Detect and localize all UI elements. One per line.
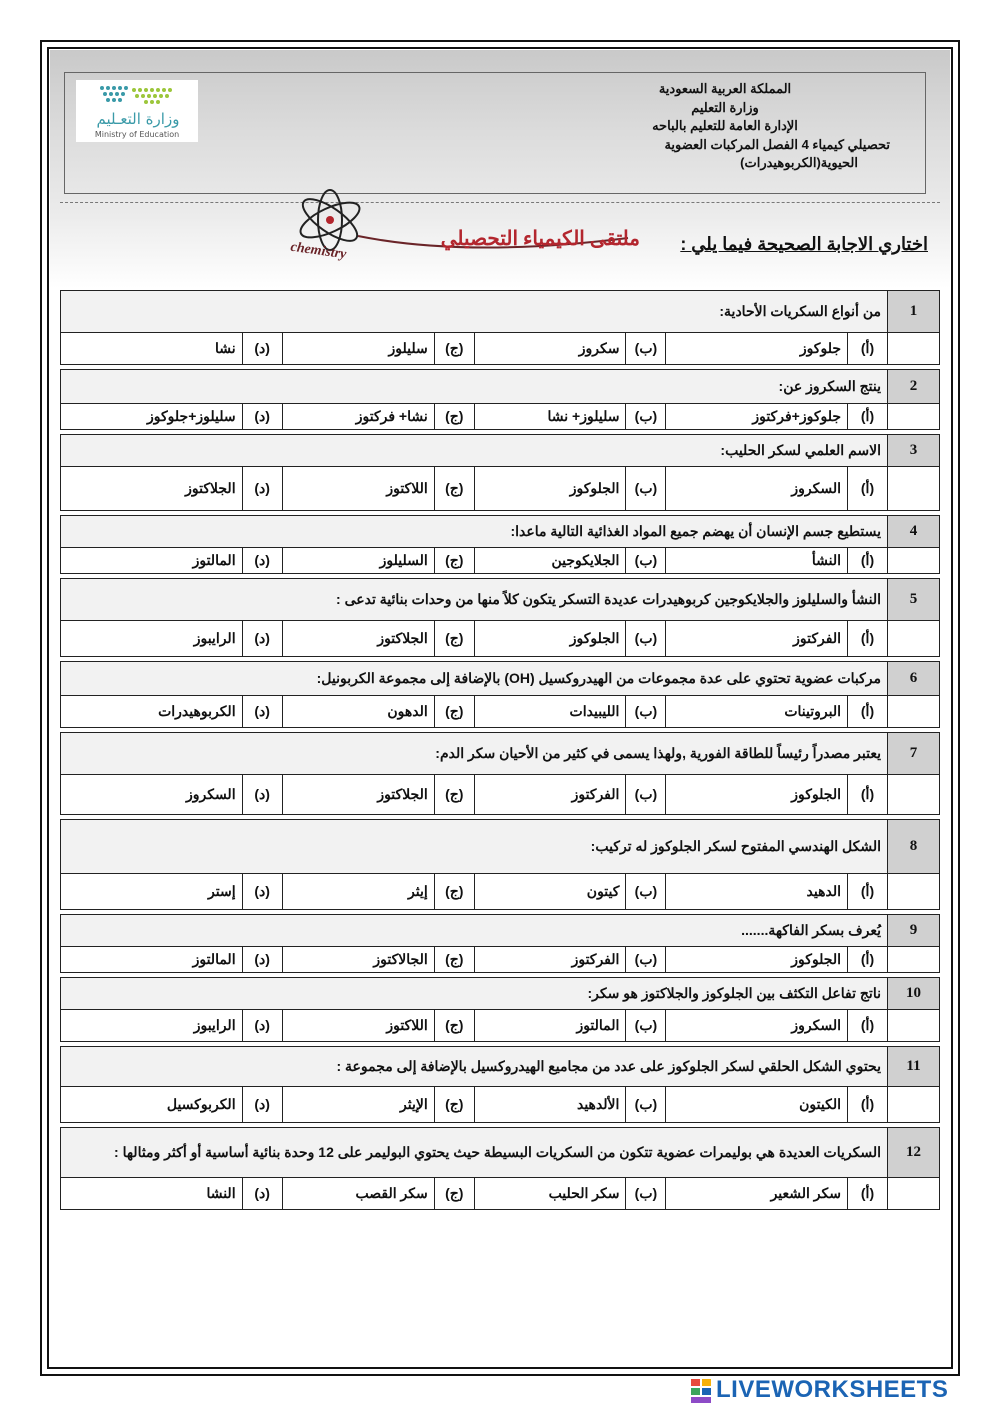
options-row — [61, 696, 940, 728]
question-number: 8 — [888, 820, 940, 874]
ministry-logo — [76, 80, 198, 142]
question-row — [61, 1128, 940, 1178]
question-row — [61, 820, 940, 874]
question-number: 4 — [888, 516, 940, 548]
question-row — [61, 291, 940, 333]
answer-blank[interactable] — [888, 1010, 940, 1042]
option-b-label: (ب) — [626, 874, 666, 910]
answer-blank[interactable] — [888, 1178, 940, 1210]
question-row — [61, 978, 940, 1010]
option-d-label: (د) — [242, 1087, 282, 1123]
option-a-label: (أ) — [848, 621, 888, 657]
option-a-label: (أ) — [848, 1087, 888, 1123]
answer-blank[interactable] — [888, 874, 940, 910]
option-d-label: (د) — [242, 1178, 282, 1210]
option-d-label: (د) — [242, 1010, 282, 1042]
option-a[interactable]: جلوكوز+فركتوز — [666, 404, 848, 430]
option-b-label: (ب) — [626, 775, 666, 815]
logo-dots-icon — [98, 84, 176, 106]
question-text: الشكل الهندسي المفتوح لسكر الجلوكوز له تركيب: — [61, 820, 888, 874]
question-text: النشأ والسليلوز والجلايكوجين كربوهيدرات عديدة التسكر يتكون كلاً منها من وحدات بنائية تدعى : — [61, 579, 888, 621]
option-c[interactable]: الجلاكتوز — [282, 775, 434, 815]
question-number: 2 — [888, 370, 940, 404]
question-row — [61, 733, 940, 775]
option-c-label: (ج) — [434, 333, 474, 365]
option-c-label: (ج) — [434, 947, 474, 973]
option-a[interactable]: البروتينات — [666, 696, 848, 728]
option-d[interactable]: إستر — [61, 874, 243, 910]
option-b-label: (ب) — [626, 333, 666, 365]
answer-blank[interactable] — [888, 775, 940, 815]
option-b[interactable]: الليبيدات — [474, 696, 626, 728]
option-d-label: (د) — [242, 947, 282, 973]
option-d[interactable]: الكربوكسيل — [61, 1087, 243, 1123]
header-line-ministry: وزارة التعليم — [691, 99, 759, 115]
liveworksheets-icon — [690, 1378, 712, 1404]
options-row — [61, 947, 940, 973]
option-b[interactable]: كيتون — [474, 874, 626, 910]
option-d-label: (د) — [242, 333, 282, 365]
question-text: السكريات العديدة هي بوليمرات عضوية تتكون من السكريات البسيطة حيث يحتوي البوليمر على 12 وحدة بنائية أساسية أو أكثر ومثالها : — [61, 1128, 888, 1178]
option-b-label: (ب) — [626, 696, 666, 728]
option-b-label: (ب) — [626, 621, 666, 657]
question-text: يحتوي الشكل الحلقي لسكر الجلوكوز على عدد من مجاميع الهيدروكسيل بالإضافة إلى مجموعة : — [61, 1047, 888, 1087]
question-text: ناتج تفاعل التكثف بين الجلوكوز والجلاكتوز هو سكر: — [61, 978, 888, 1010]
option-b[interactable]: الجلايكوجين — [474, 548, 626, 574]
option-d[interactable]: نشا — [61, 333, 243, 365]
option-a[interactable]: النشأ — [666, 548, 848, 574]
header-line-directorate: الإدارة العامة للتعليم بالباحه — [652, 118, 798, 133]
answer-blank[interactable] — [888, 404, 940, 430]
option-c[interactable]: الجلاكتوز — [282, 621, 434, 657]
option-a[interactable]: الكيتون — [666, 1087, 848, 1123]
option-b[interactable]: الفركتوز — [474, 947, 626, 973]
option-a[interactable]: الجلوكوز — [666, 775, 848, 815]
option-d[interactable]: السكروز — [61, 775, 243, 815]
option-a-label: (أ) — [848, 947, 888, 973]
header-line-subject: تحصيلي كيمياء 4 الفصل المركبات العضوية — [664, 136, 890, 152]
option-b-label: (ب) — [626, 1178, 666, 1210]
option-d[interactable]: المالتوز — [61, 947, 243, 973]
question-number: 10 — [888, 978, 940, 1010]
options-row — [61, 1087, 940, 1123]
option-c[interactable]: سليلوز — [282, 333, 434, 365]
options-row — [61, 404, 940, 430]
question-row — [61, 579, 940, 621]
option-d[interactable]: الجلاكتوز — [61, 467, 243, 511]
question-text: مركبات عضوية تحتوي على عدة مجموعات من الهيدروكسيل (OH) بالإضافة إلى مجموعة الكربونيل: — [61, 662, 888, 696]
option-b[interactable]: سكر الحليب — [474, 1178, 626, 1210]
option-d-label: (د) — [242, 775, 282, 815]
options-row — [61, 621, 940, 657]
question-number: 7 — [888, 733, 940, 775]
question-number: 3 — [888, 435, 940, 467]
option-a[interactable]: الفركتوز — [666, 621, 848, 657]
question-row — [61, 662, 940, 696]
option-c-label: (ج) — [434, 1010, 474, 1042]
option-c[interactable]: نشا+ فركتوز — [282, 404, 434, 430]
question-text: الاسم العلمي لسكر الحليب: — [61, 435, 888, 467]
instruction-heading: اختاري الاجابة الصحيحة فيما يلي : — [680, 234, 928, 254]
option-a-label: (أ) — [848, 404, 888, 430]
option-b-label: (ب) — [626, 947, 666, 973]
option-a-label: (أ) — [848, 548, 888, 574]
option-a[interactable]: سكر الشعير — [666, 1178, 848, 1210]
option-a-label: (أ) — [848, 1178, 888, 1210]
brand-title: ملتقى الكيمياء التحصيلي — [440, 228, 640, 250]
answer-blank[interactable] — [888, 467, 940, 511]
question-number: 9 — [888, 915, 940, 947]
option-a-label: (أ) — [848, 696, 888, 728]
option-c[interactable]: اللاكتوز — [282, 1010, 434, 1042]
option-c-label: (ج) — [434, 696, 474, 728]
question-number: 12 — [888, 1128, 940, 1178]
option-a[interactable]: الجلوكوز — [666, 947, 848, 973]
liveworksheets-brand: LIVEWORKSHEETS — [716, 1376, 949, 1403]
question-row — [61, 435, 940, 467]
options-row — [61, 1010, 940, 1042]
answer-blank[interactable] — [888, 548, 940, 574]
option-b[interactable]: سليلوز+ نشا — [474, 404, 626, 430]
question-row — [61, 370, 940, 404]
liveworksheets-logo — [690, 1376, 990, 1406]
options-row — [61, 548, 940, 574]
option-c-label: (ج) — [434, 775, 474, 815]
option-b-label: (ب) — [626, 467, 666, 511]
option-c[interactable]: الإيثر — [282, 1087, 434, 1123]
options-row — [61, 333, 940, 365]
question-text: ينتج السكروز عن: — [61, 370, 888, 404]
logo-arabic-name: وزارة التعـليم — [96, 110, 180, 128]
option-d[interactable]: الرايبوز — [61, 1010, 243, 1042]
question-number: 5 — [888, 579, 940, 621]
option-b[interactable]: سكروز — [474, 333, 626, 365]
question-row — [61, 516, 940, 548]
option-a-label: (أ) — [848, 874, 888, 910]
option-c[interactable]: الدهون — [282, 696, 434, 728]
option-a-label: (أ) — [848, 333, 888, 365]
option-c-label: (ج) — [434, 1087, 474, 1123]
question-text: يُعرف بسكر الفاكهة....... — [61, 915, 888, 947]
option-c-label: (ج) — [434, 1178, 474, 1210]
option-c[interactable]: السليلوز — [282, 548, 434, 574]
option-a[interactable]: السكروز — [666, 1010, 848, 1042]
option-d[interactable]: النشا — [61, 1178, 243, 1210]
options-row — [61, 1178, 940, 1210]
question-row — [61, 1047, 940, 1087]
option-c-label: (ج) — [434, 621, 474, 657]
option-d[interactable]: الكربوهيدرات — [61, 696, 243, 728]
answer-blank[interactable] — [888, 696, 940, 728]
options-row — [61, 467, 940, 511]
option-a-label: (أ) — [848, 775, 888, 815]
option-d-label: (د) — [242, 696, 282, 728]
option-a[interactable]: جلوكوز — [666, 333, 848, 365]
questions-table — [60, 290, 940, 1210]
answer-blank[interactable] — [888, 333, 940, 365]
option-d-label: (د) — [242, 874, 282, 910]
option-c-label: (ج) — [434, 404, 474, 430]
option-b-label: (ب) — [626, 404, 666, 430]
question-text: يستطيع جسم الإنسان أن يهضم جميع المواد الغذائية التالية ماعدا: — [61, 516, 888, 548]
options-row — [61, 775, 940, 815]
header-line-kingdom: المملكة العربية السعودية — [658, 81, 792, 96]
option-d[interactable]: سليلوز+جلوكوز — [61, 404, 243, 430]
answer-blank[interactable] — [888, 621, 940, 657]
options-row — [61, 874, 940, 910]
option-b[interactable]: المالتوز — [474, 1010, 626, 1042]
option-b[interactable]: الألدهيد — [474, 1087, 626, 1123]
option-c[interactable]: سكر القصب — [282, 1178, 434, 1210]
option-d-label: (د) — [242, 404, 282, 430]
question-text: يعتبر مصدراً رئيساً للطاقة الفورية ,ولهذا يسمى في كثير من الأحيان سكر الدم: — [61, 733, 888, 775]
option-a[interactable]: السكروز — [666, 467, 848, 511]
option-a-label: (أ) — [848, 467, 888, 511]
ministry-header-text — [560, 80, 890, 173]
option-b[interactable]: الجلوكوز — [474, 621, 626, 657]
option-c-label: (ج) — [434, 467, 474, 511]
answer-blank[interactable] — [888, 947, 940, 973]
question-number: 1 — [888, 291, 940, 333]
brand-word: chemistry — [289, 239, 348, 263]
option-b[interactable]: الفركتوز — [474, 775, 626, 815]
option-b-label: (ب) — [626, 1087, 666, 1123]
option-a-label: (أ) — [848, 1010, 888, 1042]
option-d-label: (د) — [242, 548, 282, 574]
option-c-label: (ج) — [434, 548, 474, 574]
option-c[interactable]: اللاكتوز — [282, 467, 434, 511]
option-b-label: (ب) — [626, 1010, 666, 1042]
question-number: 11 — [888, 1047, 940, 1087]
answer-blank[interactable] — [888, 1087, 940, 1123]
option-a[interactable]: الدهيد — [666, 874, 848, 910]
logo-english-name: Ministry of Education — [94, 130, 180, 139]
question-text: من أنواع السكريات الأحادية: — [61, 291, 888, 333]
question-number: 6 — [888, 662, 940, 696]
option-d[interactable]: المالتوز — [61, 548, 243, 574]
option-d[interactable]: الرايبوز — [61, 621, 243, 657]
option-b-label: (ب) — [626, 548, 666, 574]
option-c[interactable]: الجالاكتوز — [282, 947, 434, 973]
option-d-label: (د) — [242, 467, 282, 511]
option-c[interactable]: إيثر — [282, 874, 434, 910]
header-line-topic: الحيوية(الكربوهيدرات) — [740, 155, 858, 170]
option-b[interactable]: الجلوكوز — [474, 467, 626, 511]
option-c-label: (ج) — [434, 874, 474, 910]
question-row — [61, 915, 940, 947]
option-d-label: (د) — [242, 621, 282, 657]
